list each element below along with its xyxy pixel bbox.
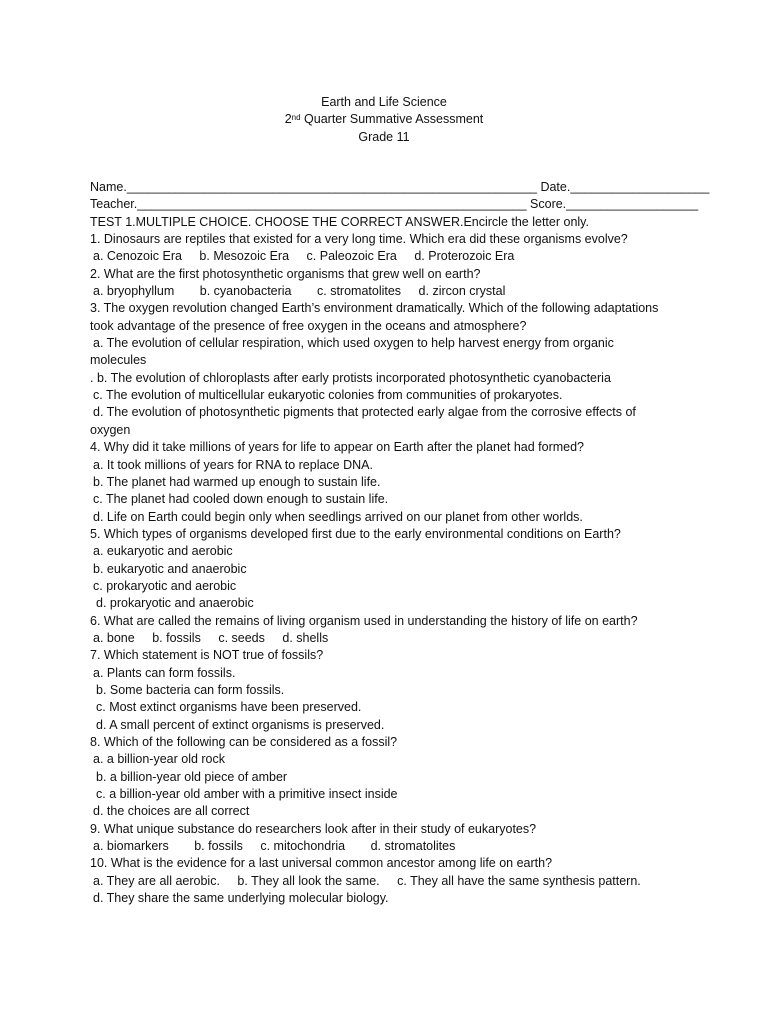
option-a[interactable]: a. Plants can form fossils. [93, 665, 236, 680]
option-d[interactable]: d. the choices are all correct [93, 804, 250, 819]
quarter-number: 2 [284, 112, 292, 126]
option-d[interactable]: d. They share the same underlying molecular biology. [93, 891, 389, 906]
option-d-line-1[interactable]: d. The evolution of photosynthetic pigments that protected early algae from the corrosive effects of [93, 405, 636, 420]
option-a-line-1[interactable]: a. The evolution of cellular respiration, which used oxygen to help harvest energy from organic [93, 336, 614, 351]
option-a-line-2[interactable]: molecules [90, 353, 147, 368]
option-d[interactable]: d. stromatolites [370, 839, 456, 854]
option-c[interactable]: c. a billion-year old amber with a primitive insect inside [96, 787, 398, 802]
option-a[interactable]: a. Cenozoic Era [93, 249, 182, 264]
option-c[interactable]: c. Most extinct organisms have been preserved. [96, 700, 362, 715]
option-c[interactable]: c. prokaryotic and aerobic [93, 578, 237, 593]
assessment-name: Quarter Summative Assessment [304, 112, 484, 126]
option-b[interactable]: b. Some bacteria can form fossils. [96, 682, 285, 697]
question-4: 4. Why did it take millions of years for life to appear on Earth after the planet had formed? [90, 440, 585, 455]
option-b[interactable]: b. fossils [152, 630, 201, 645]
option-a[interactable]: a. eukaryotic and aerobic [93, 544, 233, 559]
option-a[interactable]: a. bone [93, 630, 135, 645]
option-d[interactable]: d. shells [282, 630, 329, 645]
option-c[interactable]: c. Paleozoic Era [306, 249, 397, 264]
question-1-options [90, 248, 690, 265]
option-c[interactable]: c. They all have the same synthesis pattern. [397, 873, 641, 888]
quarter-superscript: nd [291, 113, 301, 122]
question-6-options [90, 630, 690, 647]
option-b[interactable]: . b. The evolution of chloroplasts after early protists incorporated photosynthetic cyanobacteria [90, 370, 611, 385]
option-c[interactable]: c. seeds [218, 630, 265, 645]
option-a[interactable]: a. a billion-year old rock [93, 752, 226, 767]
question-3-line-1: 3. The oxygen revolution changed Earth’s environment dramatically. Which of the following adaptations [90, 301, 659, 316]
question-10: 10. What is the evidence for a last universal common ancestor among life on earth? [90, 856, 553, 871]
question-9: 9. What unique substance do researchers look after in their study of eukaryotes? [90, 821, 537, 836]
question-1: 1. Dinosaurs are reptiles that existed for a very long time. Which era did these organisms evolve? [90, 232, 628, 247]
question-8: 8. Which of the following can be considered as a fossil? [90, 735, 398, 749]
question-6: 6. What are called the remains of living organism used in understanding the history of life on earth? [90, 613, 638, 628]
option-c[interactable]: c. stromatolites [317, 284, 402, 299]
question-7: 7. Which statement is NOT true of fossils? [90, 648, 324, 663]
option-b[interactable]: b. The planet had warmed up enough to sustain life. [93, 474, 381, 489]
option-b[interactable]: b. eukaryotic and anaerobic [93, 561, 247, 576]
option-c[interactable]: c. mitochondria [260, 839, 346, 854]
question-2-options [90, 283, 690, 300]
option-b[interactable]: b. They all look the same. [237, 873, 380, 888]
option-d[interactable]: d. prokaryotic and anaerobic [96, 596, 254, 611]
question-10-options [90, 873, 690, 890]
name-date-line[interactable]: Name.___________________________________________________________ Date.____________________ [90, 180, 710, 194]
option-d-line-2[interactable]: oxygen [90, 422, 131, 437]
option-b[interactable]: b. cyanobacteria [199, 284, 292, 299]
test-instruction: TEST 1.MULTIPLE CHOICE. CHOOSE THE CORRECT ANSWER.Encircle the letter only. [90, 214, 589, 229]
option-b[interactable]: b. Mesozoic Era [199, 249, 290, 264]
question-3-line-2: took advantage of the presence of free oxygen in the oceans and atmosphere? [90, 318, 527, 333]
question-5: 5. Which types of organisms developed first due to the early environmental conditions on Earth? [90, 526, 621, 541]
option-c[interactable]: c. The planet had cooled down enough to sustain life. [93, 492, 389, 507]
option-d[interactable]: d. A small percent of extinct organisms is preserved. [96, 717, 385, 732]
option-a[interactable]: a. It took millions of years for RNA to replace DNA. [93, 457, 373, 472]
option-d[interactable]: d. Proterozoic Era [414, 249, 515, 264]
option-a[interactable]: a. They are all aerobic. [93, 873, 220, 888]
option-a[interactable]: a. biomarkers [93, 839, 169, 854]
question-2: 2. What are the first photosynthetic organisms that grew well on earth? [90, 266, 481, 281]
teacher-score-line[interactable]: Teacher.________________________________________________________ Score.___________________ [90, 197, 699, 212]
option-d[interactable]: d. zircon crystal [418, 284, 506, 299]
question-9-options [90, 838, 690, 855]
assessment-title [0, 111, 768, 128]
option-c[interactable]: c. The evolution of multicellular eukaryotic colonies from communities of prokaryotes. [93, 388, 563, 403]
grade-title: Grade 11 [358, 130, 410, 144]
subject-title: Earth and Life Science [321, 95, 447, 109]
option-d[interactable]: d. Life on Earth could begin only when seedlings arrived on our planet from other worlds. [93, 509, 583, 524]
option-b[interactable]: b. a billion-year old piece of amber [96, 769, 288, 784]
worksheet-body [90, 179, 710, 907]
option-b[interactable]: b. fossils [194, 839, 243, 854]
option-a[interactable]: a. bryophyllum [93, 284, 175, 299]
